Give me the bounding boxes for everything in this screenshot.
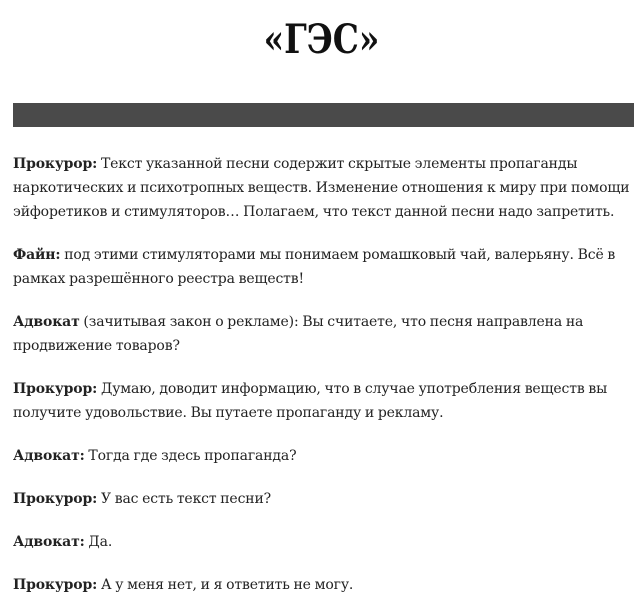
dialogue-line	[13, 377, 635, 425]
speaker-label: Адвокат:	[13, 534, 85, 550]
divider-bar	[13, 103, 634, 127]
speaker-label: Прокурор:	[13, 577, 98, 593]
speaker-label: Прокурор:	[13, 381, 98, 397]
line-text: под этими стимуляторами мы понимаем ромашковый чай, валерьяну. Всё в рамках разрешённого реестра веществ!	[13, 247, 616, 287]
line-text: Думаю, доводит информацию, что в случае употребления веществ вы получите удовольствие. Вы путаете пропаганду и рекламу.	[13, 381, 608, 421]
speaker-label: Прокурор:	[13, 491, 98, 507]
speaker-label: Адвокат	[13, 314, 80, 330]
page-title: «ГЭС»	[263, 16, 380, 63]
line-text: Да.	[84, 534, 113, 550]
dialogue-line	[13, 487, 635, 511]
dialogue-line	[13, 243, 635, 291]
dialogue-line	[13, 310, 635, 358]
line-text: А у меня нет, и я ответить не могу.	[97, 577, 354, 593]
dialogue-line	[13, 530, 635, 554]
speaker-label: Прокурор:	[13, 156, 98, 172]
speaker-label: Адвокат:	[13, 448, 85, 464]
speaker-label: Файн:	[13, 247, 61, 263]
dialogue-transcript	[13, 152, 635, 616]
line-text: Текст указанной песни содержит скрытые элементы пропаганды наркотических и психотропных веществ. Изменение отношения к миру при помощи эйфоретиков и стимуляторов… Полагаем, что текст данной песни надо запретить.	[13, 156, 630, 220]
line-text: (зачитывая закон о рекламе): Вы считаете, что песня направлена на продвижение товаров?	[13, 314, 584, 354]
line-text: У вас есть текст песни?	[97, 491, 271, 507]
dialogue-line	[13, 444, 635, 468]
dialogue-line	[13, 573, 635, 597]
line-text: Тогда где здесь пропаганда?	[84, 448, 297, 464]
dialogue-line	[13, 152, 635, 224]
